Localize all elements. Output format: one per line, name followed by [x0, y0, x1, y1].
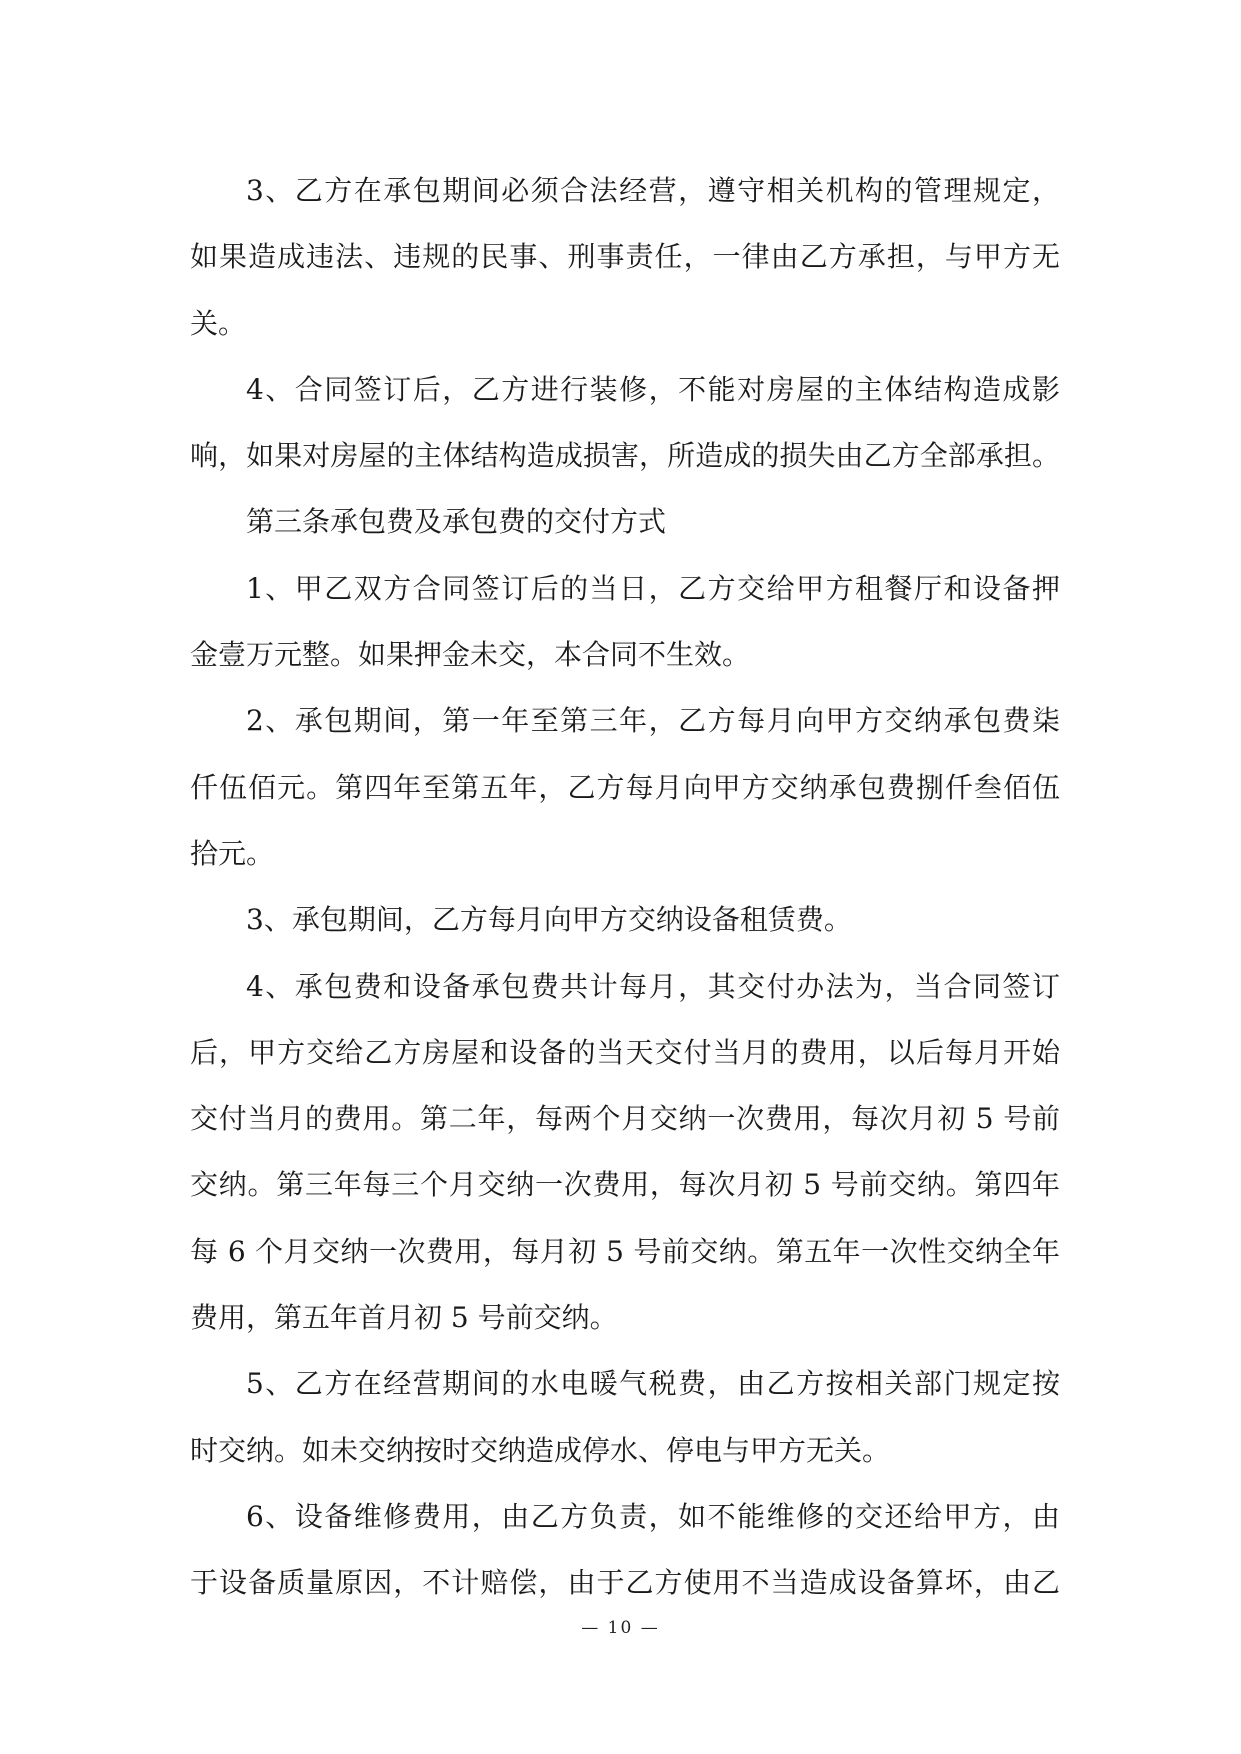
- text-line: 5、乙方在经营期间的水电暖气税费，由乙方按相关部门规定按: [246, 1367, 1060, 1401]
- text-line: 如果造成违法、违规的民事、刑事责任，一律由乙方承担，与甲方无: [190, 240, 1060, 274]
- text-line: 仟伍佰元。第四年至第五年，乙方每月向甲方交纳承包费捌仟叁佰伍: [190, 770, 1060, 804]
- document-body: [190, 158, 1060, 1617]
- text-line: 4、合同签订后，乙方进行装修，不能对房屋的主体结构造成影: [246, 372, 1060, 406]
- text-line: 6、设备维修费用，由乙方负责，如不能维修的交还给甲方，由: [246, 1499, 1060, 1533]
- text-line: 交付当月的费用。第二年，每两个月交纳一次费用，每次月初 5 号前: [190, 1102, 1060, 1136]
- text-line: 后，甲方交给乙方房屋和设备的当天交付当月的费用，以后每月开始: [190, 1035, 1060, 1069]
- text-line: 金壹万元整。如果押金未交，本合同不生效。: [190, 638, 751, 672]
- text-line: 2、承包期间，第一年至第三年，乙方每月向甲方交纳承包费柒: [246, 704, 1060, 738]
- text-line: 每 6 个月交纳一次费用，每月初 5 号前交纳。第五年一次性交纳全年: [190, 1234, 1060, 1268]
- text-line: 关。: [190, 306, 247, 340]
- section-heading: 第三条承包费及承包费的交付方式: [246, 505, 667, 539]
- text-line: 响，如果对房屋的主体结构造成损害，所造成的损失由乙方全部承担。: [190, 439, 1060, 473]
- text-line: 费用，第五年首月初 5 号前交纳。: [190, 1301, 618, 1335]
- page-number: — 10 —: [581, 1618, 660, 1638]
- text-line: 交纳。第三年每三个月交纳一次费用，每次月初 5 号前交纳。第四年: [190, 1168, 1060, 1202]
- text-line: 3、乙方在承包期间必须合法经营，遵守相关机构的管理规定，: [246, 174, 1060, 207]
- text-line: 1、甲乙双方合同签订后的当日，乙方交给甲方租餐厅和设备押: [246, 571, 1060, 605]
- text-line: 拾元。: [190, 836, 275, 870]
- text-line: 3、承包期间，乙方每月向甲方交纳设备租赁费。: [246, 903, 852, 937]
- text-line: 于设备质量原因，不计赔偿，由于乙方使用不当造成设备算坏，由乙: [190, 1566, 1060, 1600]
- text-line: 时交纳。如未交纳按时交纳造成停水、停电与甲方无关。: [190, 1433, 891, 1467]
- text-line: 4、承包费和设备承包费共计每月，其交付办法为，当合同签订: [246, 969, 1060, 1003]
